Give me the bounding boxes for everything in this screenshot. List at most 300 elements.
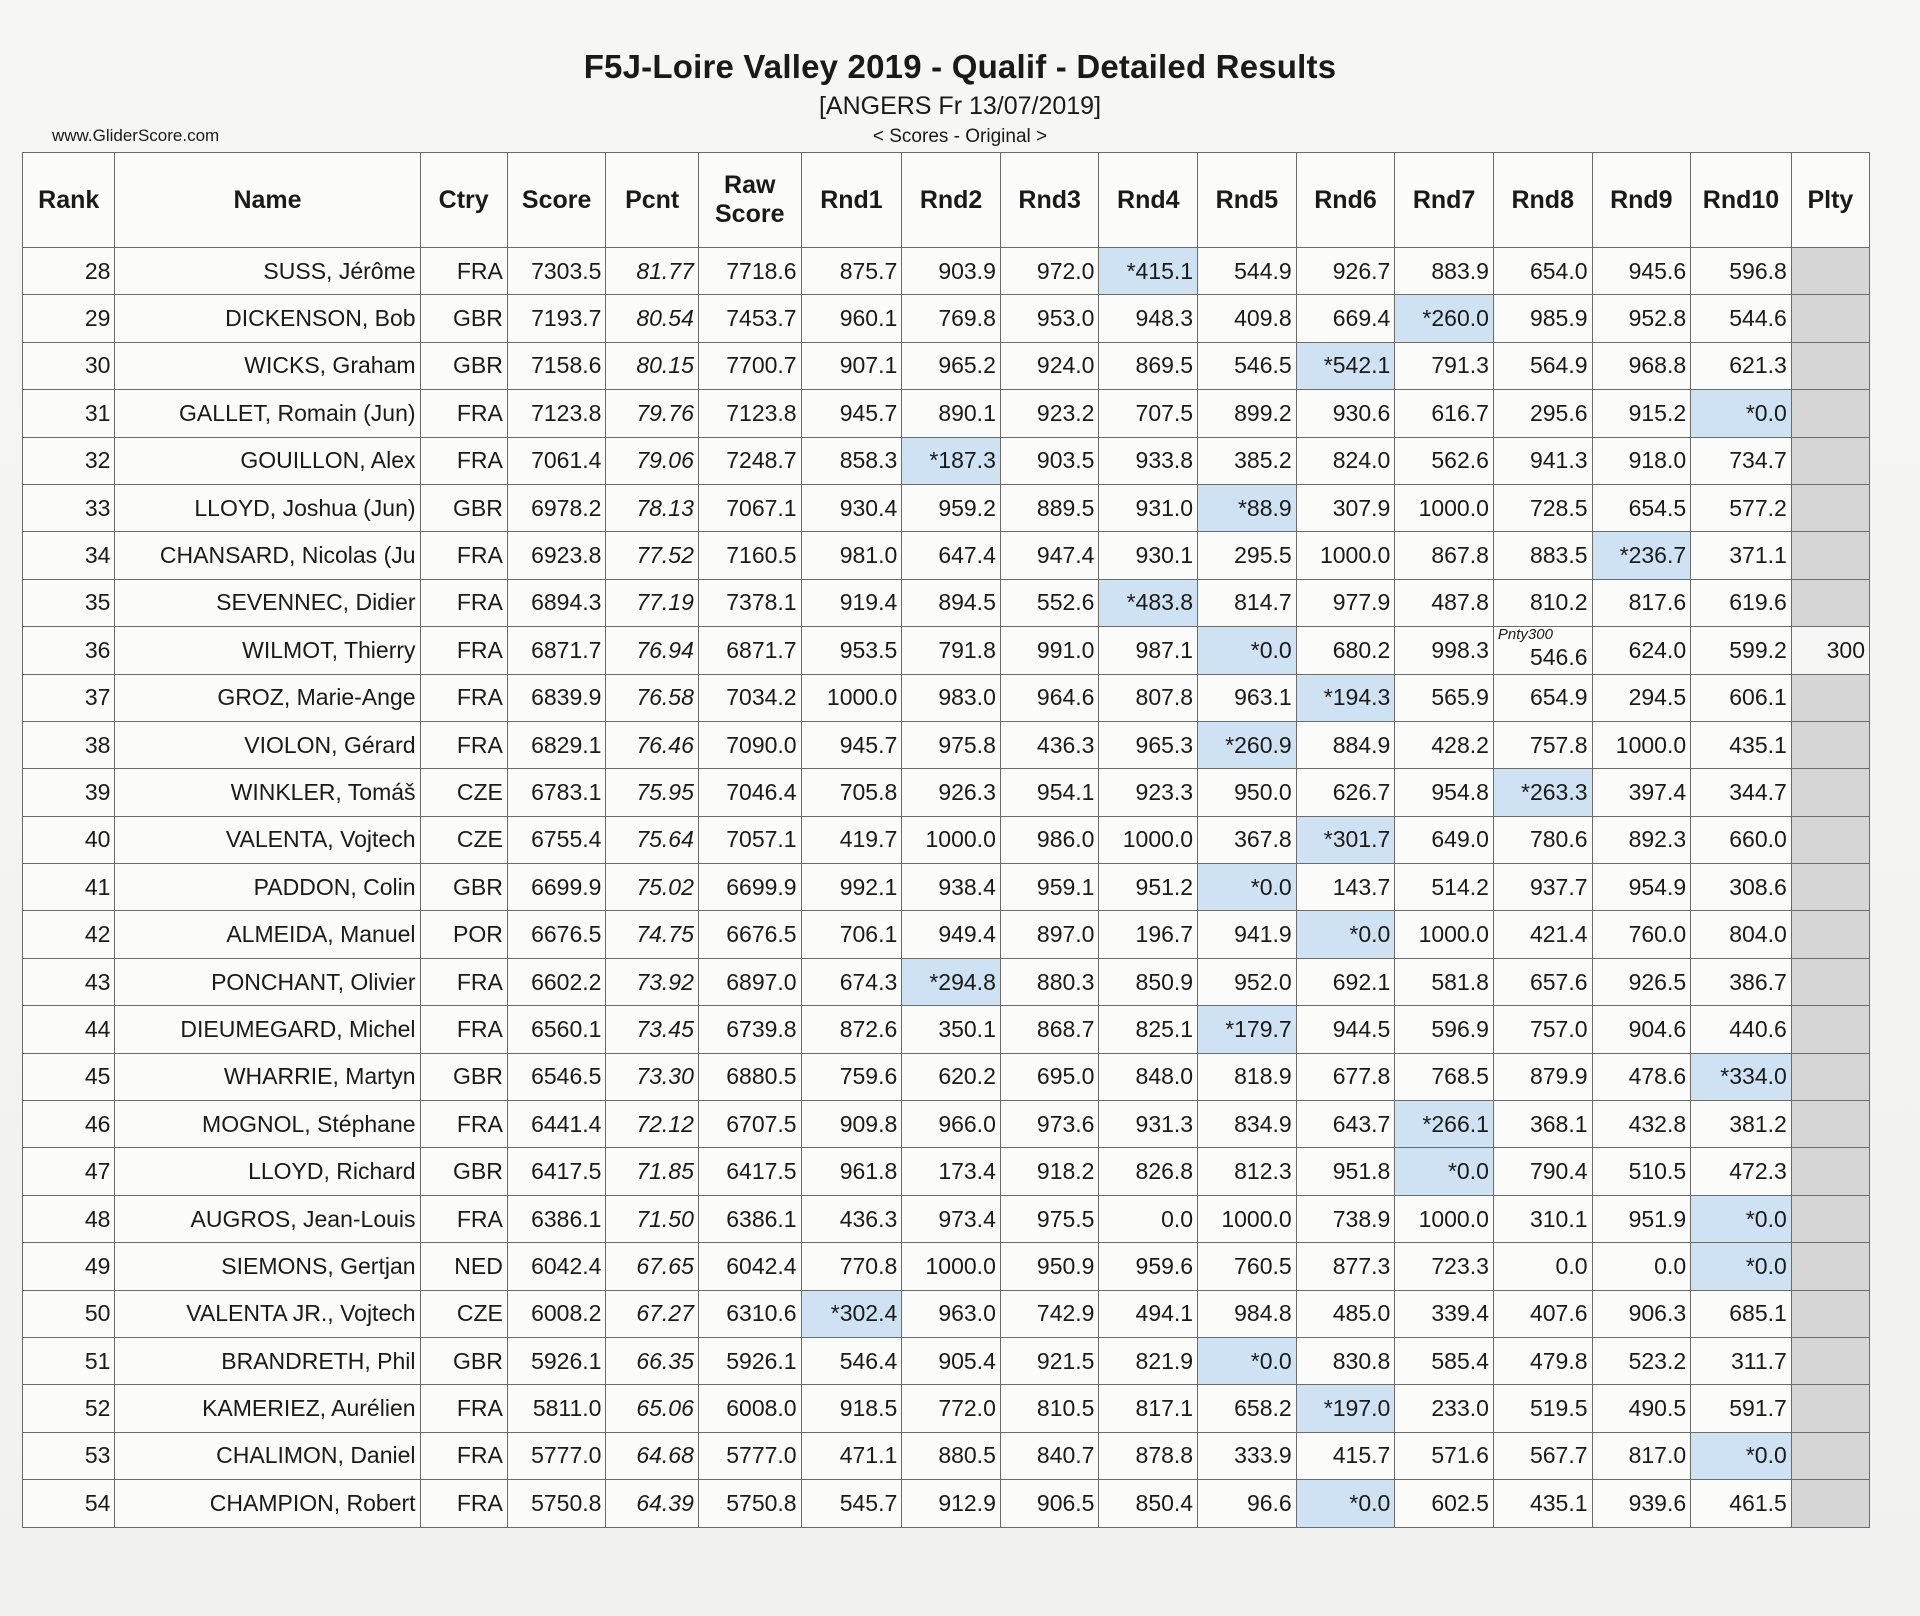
penalty-cell: [1791, 1101, 1869, 1148]
round-8-cell: 567.7: [1493, 1432, 1592, 1479]
country-cell: FRA: [420, 1006, 507, 1053]
round-9-cell: 915.2: [1592, 390, 1691, 437]
round-8-cell: 879.9: [1493, 1053, 1592, 1100]
round-5-cell-dropped: *0.0: [1198, 864, 1297, 911]
round-9-cell: 939.6: [1592, 1480, 1691, 1527]
raw-score-cell: 7378.1: [698, 579, 801, 626]
pilot-name-cell: CHALIMON, Daniel: [115, 1432, 420, 1479]
round-9-cell: 951.9: [1592, 1195, 1691, 1242]
round-6-cell: 680.2: [1296, 627, 1395, 674]
round-10-cell: 386.7: [1691, 958, 1792, 1005]
round-6-cell: 692.1: [1296, 958, 1395, 1005]
round-1-cell: 436.3: [801, 1195, 902, 1242]
raw-score-cell: 6707.5: [698, 1101, 801, 1148]
rank-cell: 28: [23, 248, 115, 295]
round-8-cell: [1493, 627, 1592, 674]
round-7-cell: 768.5: [1395, 1053, 1494, 1100]
column-header-rnd9: Rnd9: [1592, 153, 1691, 248]
header-row: [23, 153, 1870, 248]
pilot-name-cell: LLOYD, Richard: [115, 1148, 420, 1195]
page-title: F5J-Loire Valley 2019 - Qualif - Detailed Results: [583, 48, 1337, 85]
round-10-cell-dropped: *0.0: [1691, 1243, 1792, 1290]
round-2-cell: 894.5: [902, 579, 1001, 626]
round-9-cell: 523.2: [1592, 1337, 1691, 1384]
table-row: [23, 627, 1870, 674]
round-8-cell: 728.5: [1493, 484, 1592, 531]
percent-cell: 80.54: [606, 295, 698, 342]
round-5-cell-dropped: *0.0: [1198, 1337, 1297, 1384]
round-4-cell: 821.9: [1099, 1337, 1198, 1384]
round-8-cell: 985.9: [1493, 295, 1592, 342]
column-header-ctry: Ctry: [420, 153, 507, 248]
country-cell: FRA: [420, 1385, 507, 1432]
round-2-cell: 890.1: [902, 390, 1001, 437]
round-6-cell: 877.3: [1296, 1243, 1395, 1290]
round-5-cell: 812.3: [1198, 1148, 1297, 1195]
pilot-name-cell: WINKLER, Tomáš: [115, 769, 420, 816]
round-5-cell: 367.8: [1198, 816, 1297, 863]
table-row: [23, 674, 1870, 721]
round-6-cell: 930.6: [1296, 390, 1395, 437]
round-1-cell: 981.0: [801, 532, 902, 579]
raw-score-cell: 6699.9: [698, 864, 801, 911]
round-2-cell: 620.2: [902, 1053, 1001, 1100]
round-9-cell: 817.0: [1592, 1432, 1691, 1479]
round-6-cell: 944.5: [1296, 1006, 1395, 1053]
score-cell: 6386.1: [507, 1195, 606, 1242]
penalty-cell: [1791, 1243, 1869, 1290]
round-7-cell: 233.0: [1395, 1385, 1494, 1432]
round-8-cell: 657.6: [1493, 958, 1592, 1005]
table-row: [23, 1290, 1870, 1337]
round-2-cell: 173.4: [902, 1148, 1001, 1195]
column-header-pcnt: Pcnt: [606, 153, 698, 248]
penalty-note: Pnty300: [1497, 626, 1553, 644]
country-cell: FRA: [420, 390, 507, 437]
pilot-name-cell: BRANDRETH, Phil: [115, 1337, 420, 1384]
round-7-cell: 596.9: [1395, 1006, 1494, 1053]
round-6-cell: 738.9: [1296, 1195, 1395, 1242]
pilot-name-cell: AUGROS, Jean-Louis: [115, 1195, 420, 1242]
round-3-cell: 695.0: [1000, 1053, 1099, 1100]
column-header-rnd4: Rnd4: [1099, 153, 1198, 248]
score-cell: 6894.3: [507, 579, 606, 626]
round-4-cell: 807.8: [1099, 674, 1198, 721]
score-cell: 6441.4: [507, 1101, 606, 1148]
percent-cell: 67.65: [606, 1243, 698, 1290]
penalty-cell: [1791, 1337, 1869, 1384]
round-2-cell-dropped: *294.8: [902, 958, 1001, 1005]
round-8-cell: 368.1: [1493, 1101, 1592, 1148]
country-cell: CZE: [420, 816, 507, 863]
round-9-cell: 952.8: [1592, 295, 1691, 342]
round-3-cell: 918.2: [1000, 1148, 1099, 1195]
round-5-cell-dropped: *260.9: [1198, 721, 1297, 768]
round-9-cell: 624.0: [1592, 627, 1691, 674]
round-8-cell: 757.0: [1493, 1006, 1592, 1053]
raw-score-cell: 6871.7: [698, 627, 801, 674]
rank-cell: 30: [23, 342, 115, 389]
table-row: [23, 1006, 1870, 1053]
score-cell: 6676.5: [507, 911, 606, 958]
round-10-cell: 381.2: [1691, 1101, 1792, 1148]
pilot-name-cell: VIOLON, Gérard: [115, 721, 420, 768]
round-5-cell: 1000.0: [1198, 1195, 1297, 1242]
round-7-cell-dropped: *0.0: [1395, 1148, 1494, 1195]
round-2-cell: 647.4: [902, 532, 1001, 579]
score-cell: 6839.9: [507, 674, 606, 721]
results-table: [22, 152, 1870, 1528]
round-10-cell: 472.3: [1691, 1148, 1792, 1195]
rank-cell: 48: [23, 1195, 115, 1242]
score-cell: 6008.2: [507, 1290, 606, 1337]
raw-score-cell: 7123.8: [698, 390, 801, 437]
table-row: [23, 1243, 1870, 1290]
raw-score-cell: 7067.1: [698, 484, 801, 531]
table-row: [23, 769, 1870, 816]
country-cell: FRA: [420, 1101, 507, 1148]
country-cell: FRA: [420, 674, 507, 721]
pilot-name-cell: VALENTA, Vojtech: [115, 816, 420, 863]
round-1-cell: 545.7: [801, 1480, 902, 1527]
rank-cell: 39: [23, 769, 115, 816]
round-score: 546.6: [1529, 644, 1588, 671]
round-4-cell: 817.1: [1099, 1385, 1198, 1432]
country-cell: GBR: [420, 1337, 507, 1384]
round-5-cell: 385.2: [1198, 437, 1297, 484]
percent-cell: 77.52: [606, 532, 698, 579]
round-3-cell: 964.6: [1000, 674, 1099, 721]
round-6-cell: 884.9: [1296, 721, 1395, 768]
round-9-cell: 654.5: [1592, 484, 1691, 531]
country-cell: FRA: [420, 532, 507, 579]
round-10-cell: 544.6: [1691, 295, 1792, 342]
round-4-cell: 951.2: [1099, 864, 1198, 911]
round-8-cell: 310.1: [1493, 1195, 1592, 1242]
round-10-cell: 660.0: [1691, 816, 1792, 863]
percent-cell: 76.94: [606, 627, 698, 674]
round-1-cell: 992.1: [801, 864, 902, 911]
round-3-cell: 959.1: [1000, 864, 1099, 911]
country-cell: GBR: [420, 1148, 507, 1195]
pilot-name-cell: PONCHANT, Olivier: [115, 958, 420, 1005]
round-2-cell: 983.0: [902, 674, 1001, 721]
round-9-cell: 0.0: [1592, 1243, 1691, 1290]
round-7-cell: 565.9: [1395, 674, 1494, 721]
round-5-cell: 544.9: [1198, 248, 1297, 295]
round-4-cell: 494.1: [1099, 1290, 1198, 1337]
round-7-cell: 867.8: [1395, 532, 1494, 579]
round-9-cell: 510.5: [1592, 1148, 1691, 1195]
round-10-cell: 599.2: [1691, 627, 1792, 674]
rank-cell: 47: [23, 1148, 115, 1195]
penalty-cell: [1791, 295, 1869, 342]
round-9-cell: 490.5: [1592, 1385, 1691, 1432]
round-4-cell: 826.8: [1099, 1148, 1198, 1195]
round-7-cell: 1000.0: [1395, 1195, 1494, 1242]
column-header-raw-score: Raw Score: [698, 153, 801, 248]
round-3-cell: 903.5: [1000, 437, 1099, 484]
round-2-cell: 973.4: [902, 1195, 1001, 1242]
round-9-cell: 397.4: [1592, 769, 1691, 816]
round-6-cell: 977.9: [1296, 579, 1395, 626]
raw-score-cell: 7090.0: [698, 721, 801, 768]
round-6-cell-dropped: *0.0: [1296, 911, 1395, 958]
round-7-cell: 585.4: [1395, 1337, 1494, 1384]
round-5-cell-dropped: *88.9: [1198, 484, 1297, 531]
score-cell: 6923.8: [507, 532, 606, 579]
penalty-cell: [1791, 1385, 1869, 1432]
round-4-cell: 825.1: [1099, 1006, 1198, 1053]
round-8-cell: 564.9: [1493, 342, 1592, 389]
round-3-cell: 868.7: [1000, 1006, 1099, 1053]
round-4-cell: 848.0: [1099, 1053, 1198, 1100]
penalty-cell: [1791, 390, 1869, 437]
pilot-name-cell: DICKENSON, Bob: [115, 295, 420, 342]
country-cell: GBR: [420, 864, 507, 911]
round-1-cell: 419.7: [801, 816, 902, 863]
table-row: [23, 1195, 1870, 1242]
score-cell: 6829.1: [507, 721, 606, 768]
country-cell: POR: [420, 911, 507, 958]
round-5-cell-dropped: *179.7: [1198, 1006, 1297, 1053]
score-cell: 6978.2: [507, 484, 606, 531]
round-9-cell: 904.6: [1592, 1006, 1691, 1053]
column-header-rank: Rank: [23, 153, 115, 248]
round-7-cell: 602.5: [1395, 1480, 1494, 1527]
round-10-cell-dropped: *0.0: [1691, 1195, 1792, 1242]
round-5-cell: 984.8: [1198, 1290, 1297, 1337]
country-cell: FRA: [420, 721, 507, 768]
pilot-name-cell: SEVENNEC, Didier: [115, 579, 420, 626]
country-cell: FRA: [420, 627, 507, 674]
round-9-cell: 478.6: [1592, 1053, 1691, 1100]
round-6-cell: 830.8: [1296, 1337, 1395, 1384]
country-cell: FRA: [420, 579, 507, 626]
country-cell: FRA: [420, 437, 507, 484]
table-row: [23, 911, 1870, 958]
column-header-plty: Plty: [1791, 153, 1869, 248]
round-10-cell: 308.6: [1691, 864, 1792, 911]
round-5-cell: 941.9: [1198, 911, 1297, 958]
round-3-cell: 991.0: [1000, 627, 1099, 674]
round-6-cell: 824.0: [1296, 437, 1395, 484]
percent-cell: 75.02: [606, 864, 698, 911]
table-row: [23, 437, 1870, 484]
column-header-name: Name: [115, 153, 420, 248]
table-row: [23, 1148, 1870, 1195]
raw-score-cell: 7718.6: [698, 248, 801, 295]
percent-cell: 67.27: [606, 1290, 698, 1337]
round-7-cell: 649.0: [1395, 816, 1494, 863]
round-2-cell: 938.4: [902, 864, 1001, 911]
round-3-cell: 436.3: [1000, 721, 1099, 768]
country-cell: FRA: [420, 1195, 507, 1242]
pilot-name-cell: CHANSARD, Nicolas (Ju: [115, 532, 420, 579]
round-8-cell: 941.3: [1493, 437, 1592, 484]
penalty-cell: [1791, 1480, 1869, 1527]
penalty-cell: [1791, 532, 1869, 579]
round-1-cell: 705.8: [801, 769, 902, 816]
round-1-cell: 1000.0: [801, 674, 902, 721]
raw-score-cell: 6880.5: [698, 1053, 801, 1100]
round-5-cell: 963.1: [1198, 674, 1297, 721]
round-3-cell: 906.5: [1000, 1480, 1099, 1527]
round-8-cell: 757.8: [1493, 721, 1592, 768]
round-7-cell: 1000.0: [1395, 911, 1494, 958]
percent-cell: 73.92: [606, 958, 698, 1005]
round-9-cell: 817.6: [1592, 579, 1691, 626]
pilot-name-cell: CHAMPION, Robert: [115, 1480, 420, 1527]
round-10-cell: 606.1: [1691, 674, 1792, 721]
pilot-name-cell: GALLET, Romain (Jun): [115, 390, 420, 437]
pilot-name-cell: PADDON, Colin: [115, 864, 420, 911]
round-7-cell: 514.2: [1395, 864, 1494, 911]
score-cell: 6560.1: [507, 1006, 606, 1053]
round-2-cell: 791.8: [902, 627, 1001, 674]
score-cell: 6417.5: [507, 1148, 606, 1195]
rank-cell: 36: [23, 627, 115, 674]
table-row: [23, 1432, 1870, 1479]
round-7-cell: 954.8: [1395, 769, 1494, 816]
score-cell: 6699.9: [507, 864, 606, 911]
round-3-cell: 924.0: [1000, 342, 1099, 389]
table-row: [23, 342, 1870, 389]
raw-score-cell: 5926.1: [698, 1337, 801, 1384]
percent-cell: 75.95: [606, 769, 698, 816]
table-row: [23, 1053, 1870, 1100]
percent-cell: 76.46: [606, 721, 698, 768]
column-header-rnd3: Rnd3: [1000, 153, 1099, 248]
penalty-cell: [1791, 579, 1869, 626]
round-4-cell: 850.4: [1099, 1480, 1198, 1527]
round-2-cell: 905.4: [902, 1337, 1001, 1384]
round-3-cell: 810.5: [1000, 1385, 1099, 1432]
round-7-cell: 487.8: [1395, 579, 1494, 626]
pilot-name-cell: MOGNOL, Stéphane: [115, 1101, 420, 1148]
round-8-cell: 0.0: [1493, 1243, 1592, 1290]
table-row: [23, 1101, 1870, 1148]
round-2-cell: 1000.0: [902, 816, 1001, 863]
round-10-cell: 577.2: [1691, 484, 1792, 531]
raw-score-cell: 6042.4: [698, 1243, 801, 1290]
round-6-cell: 669.4: [1296, 295, 1395, 342]
rank-cell: 31: [23, 390, 115, 437]
round-4-cell: 948.3: [1099, 295, 1198, 342]
raw-score-cell: 7046.4: [698, 769, 801, 816]
raw-score-cell: 5777.0: [698, 1432, 801, 1479]
round-10-cell-dropped: *334.0: [1691, 1053, 1792, 1100]
round-1-cell: 930.4: [801, 484, 902, 531]
penalty-cell: [1791, 1053, 1869, 1100]
score-cell: 7158.6: [507, 342, 606, 389]
table-row: [23, 484, 1870, 531]
table-row: [23, 295, 1870, 342]
round-2-cell: 975.8: [902, 721, 1001, 768]
raw-score-cell: 6739.8: [698, 1006, 801, 1053]
round-1-cell: 907.1: [801, 342, 902, 389]
rank-cell: 52: [23, 1385, 115, 1432]
round-8-cell: 654.0: [1493, 248, 1592, 295]
round-5-cell: 950.0: [1198, 769, 1297, 816]
pilot-name-cell: WHARRIE, Martyn: [115, 1053, 420, 1100]
percent-cell: 80.15: [606, 342, 698, 389]
penalty-cell: [1791, 342, 1869, 389]
round-1-cell: 945.7: [801, 390, 902, 437]
table-row: [23, 1337, 1870, 1384]
column-header-rnd5: Rnd5: [1198, 153, 1297, 248]
round-9-cell: 918.0: [1592, 437, 1691, 484]
pilot-name-cell: SUSS, Jérôme: [115, 248, 420, 295]
round-10-cell: 734.7: [1691, 437, 1792, 484]
round-6-cell: 677.8: [1296, 1053, 1395, 1100]
round-6-cell: 143.7: [1296, 864, 1395, 911]
round-5-cell: 96.6: [1198, 1480, 1297, 1527]
round-8-cell: 810.2: [1493, 579, 1592, 626]
round-3-cell: 840.7: [1000, 1432, 1099, 1479]
raw-score-cell: 6897.0: [698, 958, 801, 1005]
raw-score-cell: 7248.7: [698, 437, 801, 484]
rank-cell: 43: [23, 958, 115, 1005]
country-cell: GBR: [420, 484, 507, 531]
percent-cell: 66.35: [606, 1337, 698, 1384]
score-cell: 6546.5: [507, 1053, 606, 1100]
country-cell: GBR: [420, 1053, 507, 1100]
rank-cell: 42: [23, 911, 115, 958]
rank-cell: 34: [23, 532, 115, 579]
percent-cell: 72.12: [606, 1101, 698, 1148]
score-cell: 6042.4: [507, 1243, 606, 1290]
round-8-cell: 407.6: [1493, 1290, 1592, 1337]
rank-cell: 33: [23, 484, 115, 531]
score-cell: 7193.7: [507, 295, 606, 342]
round-10-cell-dropped: *0.0: [1691, 390, 1792, 437]
percent-cell: 73.45: [606, 1006, 698, 1053]
round-1-cell: 872.6: [801, 1006, 902, 1053]
percent-cell: 65.06: [606, 1385, 698, 1432]
penalty-cell: [1791, 674, 1869, 721]
pilot-name-cell: ALMEIDA, Manuel: [115, 911, 420, 958]
round-1-cell: 909.8: [801, 1101, 902, 1148]
round-7-cell: 428.2: [1395, 721, 1494, 768]
score-cell: 5777.0: [507, 1432, 606, 1479]
round-9-cell-dropped: *236.7: [1592, 532, 1691, 579]
column-header-rnd8: Rnd8: [1493, 153, 1592, 248]
round-4-cell: 959.6: [1099, 1243, 1198, 1290]
rank-cell: 49: [23, 1243, 115, 1290]
round-9-cell: 1000.0: [1592, 721, 1691, 768]
percent-cell: 79.06: [606, 437, 698, 484]
round-5-cell: 760.5: [1198, 1243, 1297, 1290]
round-6-cell-dropped: *542.1: [1296, 342, 1395, 389]
round-3-cell: 921.5: [1000, 1337, 1099, 1384]
round-1-cell: 674.3: [801, 958, 902, 1005]
round-4-cell-dropped: *483.8: [1099, 579, 1198, 626]
round-2-cell: 772.0: [902, 1385, 1001, 1432]
round-6-cell: 307.9: [1296, 484, 1395, 531]
penalty-cell: [1791, 1195, 1869, 1242]
round-9-cell: 954.9: [1592, 864, 1691, 911]
round-10-cell: 619.6: [1691, 579, 1792, 626]
round-1-cell: 961.8: [801, 1148, 902, 1195]
column-header-rnd2: Rnd2: [902, 153, 1001, 248]
round-2-cell: 959.2: [902, 484, 1001, 531]
pilot-name-cell: DIEUMEGARD, Michel: [115, 1006, 420, 1053]
round-4-cell: 850.9: [1099, 958, 1198, 1005]
column-header-score: Score: [507, 153, 606, 248]
round-4-cell: 196.7: [1099, 911, 1198, 958]
round-1-cell: 945.7: [801, 721, 902, 768]
